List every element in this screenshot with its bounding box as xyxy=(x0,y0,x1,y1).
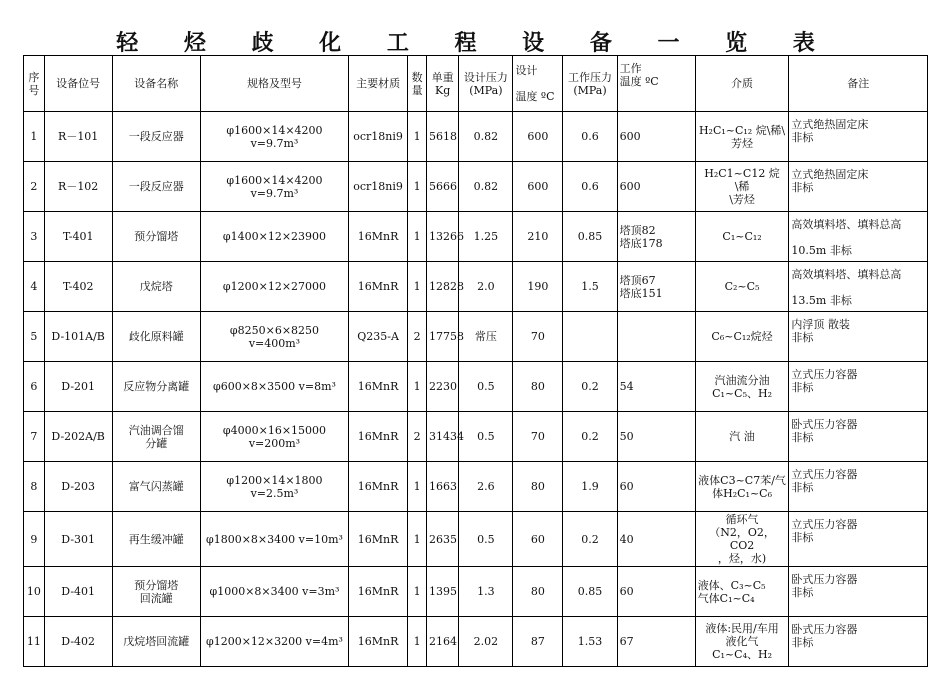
table-row xyxy=(24,462,928,512)
cell-work-pressure: 0.6 xyxy=(563,162,617,212)
cell-name: 一段反应器 xyxy=(112,162,201,212)
table-row xyxy=(24,312,928,362)
cell-material: Q235-A xyxy=(348,312,407,362)
cell-tag: T-401 xyxy=(44,212,112,262)
cell-weight: 2230 xyxy=(427,362,459,412)
cell-work-pressure: 0.2 xyxy=(563,512,617,567)
cell-work-temp: 50 xyxy=(617,412,695,462)
cell-medium: 汽 油 xyxy=(695,412,789,462)
cell-work-pressure: 1.53 xyxy=(563,617,617,667)
cell-remark: 卧式压力容器 非标 xyxy=(789,567,928,617)
table-row xyxy=(24,412,928,462)
cell-seq: 4 xyxy=(24,262,45,312)
cell-weight: 2635 xyxy=(427,512,459,567)
cell-work-temp: 塔顶82 塔底178 xyxy=(617,212,695,262)
cell-design-pressure: 0.5 xyxy=(459,512,513,567)
cell-remark: 立式压力容器 非标 xyxy=(789,462,928,512)
cell-seq: 3 xyxy=(24,212,45,262)
cell-design-temp: 80 xyxy=(513,362,563,412)
header-work-pressure: 工作压力 (MPa) xyxy=(563,56,617,112)
cell-remark: 卧式压力容器 非标 xyxy=(789,412,928,462)
cell-qty: 2 xyxy=(408,312,427,362)
cell-tag: D-201 xyxy=(44,362,112,412)
cell-medium: 循环气 （N2，O2，CO2 ，烃，水) xyxy=(695,512,789,567)
cell-qty: 1 xyxy=(408,567,427,617)
cell-seq: 9 xyxy=(24,512,45,567)
cell-name: 戊烷塔回流罐 xyxy=(112,617,201,667)
cell-design-pressure: 1.25 xyxy=(459,212,513,262)
cell-weight: 2164 xyxy=(427,617,459,667)
header-spec: 规格及型号 xyxy=(201,56,349,112)
cell-spec: φ1600×14×4200 v=9.7m³ xyxy=(201,162,349,212)
cell-name: 戊烷塔 xyxy=(112,262,201,312)
cell-design-temp: 70 xyxy=(513,412,563,462)
cell-material: ocr18ni9 xyxy=(348,112,407,162)
cell-design-pressure: 0.5 xyxy=(459,362,513,412)
cell-work-temp: 塔顶67 塔底151 xyxy=(617,262,695,312)
cell-tag: D-401 xyxy=(44,567,112,617)
table-row xyxy=(24,512,928,567)
cell-medium: C₁~C₁₂ xyxy=(695,212,789,262)
cell-name: 富气闪蒸罐 xyxy=(112,462,201,512)
cell-design-pressure: 2.6 xyxy=(459,462,513,512)
cell-design-temp: 600 xyxy=(513,162,563,212)
cell-work-temp xyxy=(617,312,695,362)
cell-material: 16MnR xyxy=(348,362,407,412)
header-tag: 设备位号 xyxy=(44,56,112,112)
cell-medium: C₆~C₁₂烷烃 xyxy=(695,312,789,362)
cell-work-temp: 600 xyxy=(617,112,695,162)
header-name: 设备名称 xyxy=(112,56,201,112)
cell-medium: 液体C3~C7苯/气 体H₂C₁~C₆ xyxy=(695,462,789,512)
cell-seq: 7 xyxy=(24,412,45,462)
header-seq: 序 号 xyxy=(24,56,45,112)
cell-design-pressure: 0.5 xyxy=(459,412,513,462)
table-row xyxy=(24,567,928,617)
cell-work-pressure: 0.85 xyxy=(563,212,617,262)
cell-seq: 8 xyxy=(24,462,45,512)
cell-seq: 6 xyxy=(24,362,45,412)
cell-material: 16MnR xyxy=(348,617,407,667)
cell-weight: 5618 xyxy=(427,112,459,162)
cell-spec: φ1200×12×3200 v=4m³ xyxy=(201,617,349,667)
header-medium: 介质 xyxy=(695,56,789,112)
cell-material: 16MnR xyxy=(348,412,407,462)
cell-qty: 1 xyxy=(408,462,427,512)
cell-medium: H₂C₁~C₁₂ 烷\稀\ 芳烃 xyxy=(695,112,789,162)
cell-remark: 高效填料塔、填料总高 13.5m 非标 xyxy=(789,262,928,312)
cell-name: 反应物分离罐 xyxy=(112,362,201,412)
table-row xyxy=(24,362,928,412)
cell-work-pressure: 0.2 xyxy=(563,412,617,462)
cell-seq: 2 xyxy=(24,162,45,212)
cell-design-temp: 87 xyxy=(513,617,563,667)
cell-tag: R－102 xyxy=(44,162,112,212)
cell-tag: T-402 xyxy=(44,262,112,312)
header-unit-weight: 单重 Kg xyxy=(427,56,459,112)
cell-tag: D-301 xyxy=(44,512,112,567)
cell-name: 预分馏塔 回流罐 xyxy=(112,567,201,617)
cell-remark: 立式绝热固定床 非标 xyxy=(789,162,928,212)
cell-qty: 1 xyxy=(408,112,427,162)
cell-remark: 卧式压力容器 非标 xyxy=(789,617,928,667)
cell-work-pressure: 1.5 xyxy=(563,262,617,312)
cell-design-temp: 80 xyxy=(513,462,563,512)
header-material: 主要材质 xyxy=(348,56,407,112)
cell-remark: 立式压力容器 非标 xyxy=(789,362,928,412)
cell-medium: 液体:民用/车用 液化气 C₁~C₄、H₂ xyxy=(695,617,789,667)
cell-weight: 13266 xyxy=(427,212,459,262)
cell-qty: 1 xyxy=(408,512,427,567)
cell-tag: R－101 xyxy=(44,112,112,162)
cell-seq: 11 xyxy=(24,617,45,667)
cell-spec: φ1800×8×3400 v=10m³ xyxy=(201,512,349,567)
cell-spec: φ600×8×3500 v=8m³ xyxy=(201,362,349,412)
cell-material: 16MnR xyxy=(348,512,407,567)
cell-material: 16MnR xyxy=(348,212,407,262)
cell-work-temp: 40 xyxy=(617,512,695,567)
cell-material: 16MnR xyxy=(348,262,407,312)
cell-design-temp: 210 xyxy=(513,212,563,262)
cell-design-pressure: 0.82 xyxy=(459,112,513,162)
cell-weight: 12828 xyxy=(427,262,459,312)
header-work-temp: 工作 温度 ºC xyxy=(617,56,695,112)
cell-work-temp: 600 xyxy=(617,162,695,212)
cell-seq: 5 xyxy=(24,312,45,362)
cell-work-temp: 60 xyxy=(617,462,695,512)
cell-spec: φ4000×16×15000 v=200m³ xyxy=(201,412,349,462)
cell-seq: 10 xyxy=(24,567,45,617)
cell-design-temp: 600 xyxy=(513,112,563,162)
cell-remark: 高效填料塔、填料总高 10.5m 非标 xyxy=(789,212,928,262)
cell-qty: 1 xyxy=(408,262,427,312)
cell-medium: 液体、C₃~C₅ 气体C₁~C₄ xyxy=(695,567,789,617)
cell-spec: φ1200×14×1800 v=2.5m³ xyxy=(201,462,349,512)
table-row xyxy=(24,162,928,212)
cell-material: 16MnR xyxy=(348,462,407,512)
cell-qty: 1 xyxy=(408,162,427,212)
cell-qty: 1 xyxy=(408,617,427,667)
cell-design-pressure: 0.82 xyxy=(459,162,513,212)
cell-work-pressure: 0.6 xyxy=(563,112,617,162)
cell-work-pressure: 1.9 xyxy=(563,462,617,512)
cell-remark: 立式压力容器 非标 xyxy=(789,512,928,567)
cell-spec: φ1400×12×23900 xyxy=(201,212,349,262)
cell-weight: 1663 xyxy=(427,462,459,512)
cell-weight: 1395 xyxy=(427,567,459,617)
cell-work-pressure: 0.2 xyxy=(563,362,617,412)
cell-remark: 内浮顶 散装 非标 xyxy=(789,312,928,362)
cell-name: 预分馏塔 xyxy=(112,212,201,262)
cell-spec: φ1000×8×3400 v=3m³ xyxy=(201,567,349,617)
cell-work-temp: 67 xyxy=(617,617,695,667)
table-row xyxy=(24,617,928,667)
cell-material: ocr18ni9 xyxy=(348,162,407,212)
cell-weight: 17758 xyxy=(427,312,459,362)
cell-material: 16MnR xyxy=(348,567,407,617)
cell-medium: C₂~C₅ xyxy=(695,262,789,312)
cell-qty: 1 xyxy=(408,362,427,412)
cell-design-temp: 80 xyxy=(513,567,563,617)
cell-design-temp: 70 xyxy=(513,312,563,362)
header-design-temp: 设计 温度 ºC xyxy=(513,56,563,112)
cell-spec: φ1200×12×27000 xyxy=(201,262,349,312)
header-row xyxy=(24,56,928,112)
cell-design-pressure: 2.02 xyxy=(459,617,513,667)
cell-tag: D-203 xyxy=(44,462,112,512)
header-qty: 数 量 xyxy=(408,56,427,112)
cell-name: 歧化原料罐 xyxy=(112,312,201,362)
cell-remark: 立式绝热固定床 非标 xyxy=(789,112,928,162)
table-row xyxy=(24,212,928,262)
cell-design-pressure: 常压 xyxy=(459,312,513,362)
cell-design-pressure: 1.3 xyxy=(459,567,513,617)
cell-medium: 汽油流分油 C₁~C₅、H₂ xyxy=(695,362,789,412)
header-design-pressure: 设计压力 (MPa) xyxy=(459,56,513,112)
cell-name: 汽油调合馏 分罐 xyxy=(112,412,201,462)
table-row xyxy=(24,112,928,162)
cell-work-pressure: 0.85 xyxy=(563,567,617,617)
cell-name: 一段反应器 xyxy=(112,112,201,162)
cell-name: 再生缓冲罐 xyxy=(112,512,201,567)
cell-design-temp: 60 xyxy=(513,512,563,567)
equipment-table xyxy=(23,55,928,667)
cell-work-pressure xyxy=(563,312,617,362)
table-row xyxy=(24,262,928,312)
cell-tag: D-202A/B xyxy=(44,412,112,462)
cell-weight: 5666 xyxy=(427,162,459,212)
cell-work-temp: 60 xyxy=(617,567,695,617)
cell-medium: H₂C1~C12 烷\稀 \芳烃 xyxy=(695,162,789,212)
cell-work-temp: 54 xyxy=(617,362,695,412)
cell-weight: 31434 xyxy=(427,412,459,462)
cell-design-temp: 190 xyxy=(513,262,563,312)
cell-tag: D-101A/B xyxy=(44,312,112,362)
cell-spec: φ8250×6×8250 v=400m³ xyxy=(201,312,349,362)
header-remark: 备注 xyxy=(789,56,928,112)
cell-design-pressure: 2.0 xyxy=(459,262,513,312)
cell-spec: φ1600×14×4200 v=9.7m³ xyxy=(201,112,349,162)
cell-seq: 1 xyxy=(24,112,45,162)
page-title: 轻 烃 歧 化 工 程 设 备 一 览 表 xyxy=(116,31,834,56)
cell-qty: 2 xyxy=(408,412,427,462)
cell-qty: 1 xyxy=(408,212,427,262)
cell-tag: D-402 xyxy=(44,617,112,667)
